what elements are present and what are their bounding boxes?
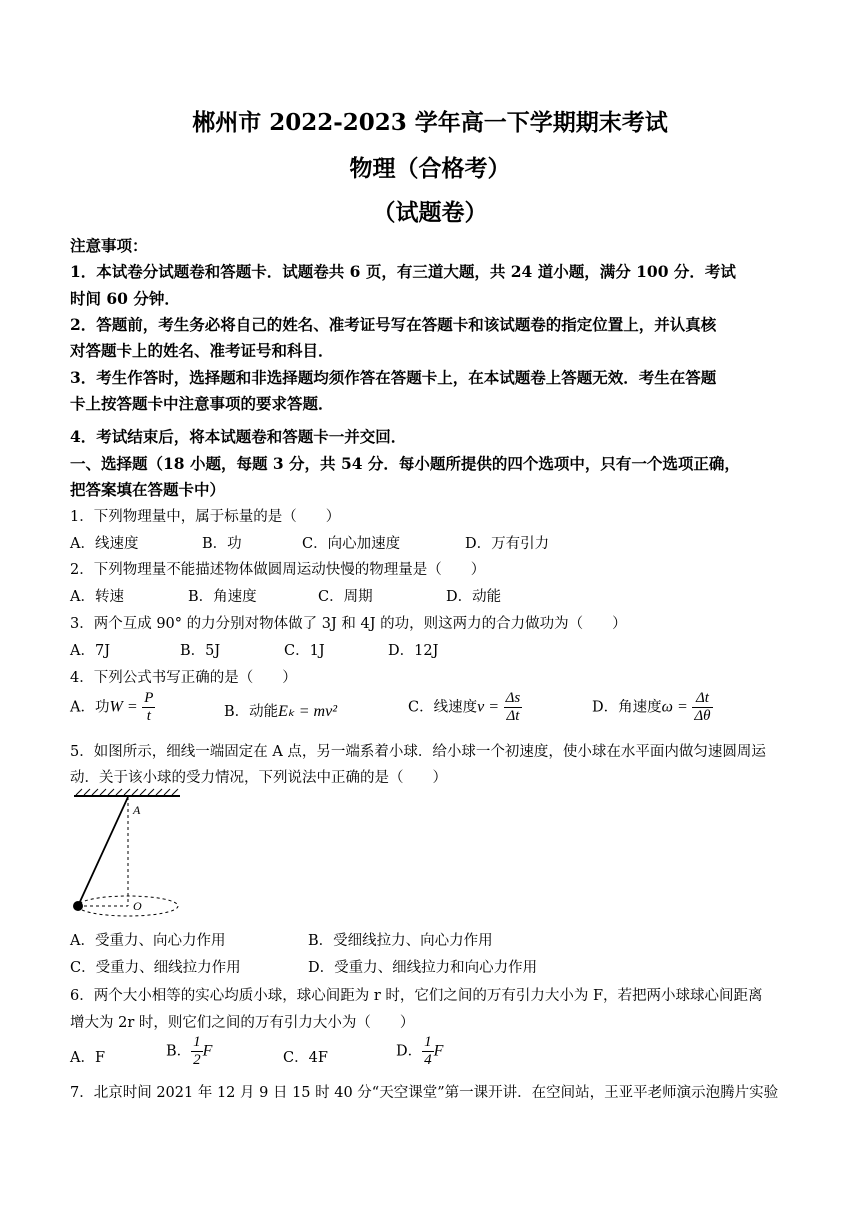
question-2-stem: 2．下列物理量不能描述物体做圆周运动快慢的物理量是（ ） [70, 562, 486, 578]
notice-heading: 注意事项： [70, 236, 148, 255]
q4-option-a-lhs: W = [109, 698, 138, 716]
fraction-denominator: Δθ [694, 708, 711, 724]
q6-option-b-var: F [202, 1042, 213, 1060]
q6-option-b [166, 1034, 212, 1069]
question-7-stem: 7．北京时间 2021 年 12 月 9 日 15 时 40 分“天空课堂”第一课开讲．在空间站，王亚平老师演示泡腾片实验 [70, 1085, 779, 1101]
q6-option-a: A．F [70, 1050, 106, 1066]
q3-option-b: B．5J [180, 643, 221, 659]
string-line [78, 797, 128, 906]
q6-option-b-label: B． [166, 1043, 192, 1060]
q1-option-c: C．向心加速度 [302, 536, 401, 552]
q1-option-a: A．线速度 [70, 536, 139, 552]
q4-option-a-label: A．功 [70, 699, 110, 716]
q5-option-d: D．受重力、细线拉力和向心力作用 [308, 960, 538, 976]
notice-item: 对答题卡上的姓名、准考证号和科目． [70, 341, 334, 360]
question-6-stem: 6．两个大小相等的实心均质小球，球心间距为 r 时，它们之间的万有引力大小为 F，若把两小球球心间距离 [70, 988, 763, 1004]
section-heading: 把答案填在答题卡中） [70, 480, 226, 499]
q4-option-a [70, 690, 155, 725]
fraction-numerator: 1 [424, 1034, 432, 1050]
q4-option-d-fraction [692, 690, 712, 725]
q4-option-d-lhs: ω = [661, 698, 688, 716]
q4-option-b-formula: Eₖ = mv² [278, 703, 337, 720]
q6-option-c: C．4F [283, 1050, 328, 1066]
q4-option-d-label: D．角速度 [592, 699, 662, 716]
q2-option-b: B．角速度 [188, 589, 257, 605]
q3-option-a: A．7J [70, 643, 111, 659]
notice-item: 2．答题前，考生务必将自己的姓名、准考证号写在答题卡和该试题卷的指定位置上，并认真核 [70, 315, 717, 334]
fraction-denominator: Δt [506, 708, 520, 724]
q2-option-c: C．周期 [318, 589, 373, 605]
notice-item: 4．考试结束后，将本试题卷和答题卡一并交回． [70, 427, 407, 446]
fraction-numerator: 1 [193, 1034, 201, 1050]
q5-option-c: C．受重力、细线拉力作用 [70, 960, 241, 976]
q6-option-d-fraction [422, 1034, 434, 1069]
q6-option-d [396, 1034, 443, 1069]
point-o-label: O [133, 899, 142, 913]
q5-option-a: A．受重力、向心力作用 [70, 933, 226, 949]
q2-option-a: A．转速 [70, 589, 124, 605]
notice-item: 卡上按答题卡中注意事项的要求答题． [70, 394, 334, 413]
q4-option-c [408, 690, 522, 725]
q3-option-c: C．1J [284, 643, 325, 659]
question-4-stem: 4．下列公式书写正确的是（ ） [70, 670, 297, 686]
paper-type: （试题卷） [372, 199, 488, 226]
notice-item: 1．本试卷分试题卷和答题卡．试题卷共 6 页，有三道大题，共 24 道小题，满分 100 分．考试 [70, 262, 736, 281]
question-5-stem: 5．如图所示，细线一端固定在 A 点，另一端系着小球．给小球一个初速度，使小球在水平面内做匀速圆周运 [70, 744, 766, 760]
question-3-stem: 3．两个互成 90° 的力分别对物体做了 3J 和 4J 的功，则这两力的合力做功为（ ） [70, 616, 627, 632]
q4-option-c-label: C．线速度 [408, 699, 478, 716]
question-1-stem: 1．下列物理量中，属于标量的是（ ） [70, 509, 341, 525]
q2-option-d: D．动能 [446, 589, 502, 605]
question-5-stem: 动．关于该小球的受力情况，下列说法中正确的是（ ） [70, 770, 447, 786]
q4-option-b [224, 700, 337, 721]
exam-subtitle: 物理（合格考） [349, 155, 511, 182]
q4-option-b-label: B．动能 [224, 704, 279, 720]
section-heading: 一、选择题（18 小题，每题 3 分，共 54 分．每小题所提供的四个选项中，只有一个选项正确， [70, 454, 740, 473]
q6-option-d-label: D． [396, 1043, 423, 1060]
fraction-numerator: Δs [505, 690, 521, 706]
point-a-label: A [133, 803, 141, 817]
q4-option-d [592, 690, 713, 725]
fraction-denominator: 4 [424, 1052, 432, 1068]
fraction-denominator: t [146, 708, 151, 724]
q3-option-d: D．12J [388, 643, 439, 659]
notice-item: 时间 60 分钟． [70, 289, 180, 308]
q5-option-b: B．受细线拉力、向心力作用 [308, 933, 493, 949]
ceiling [74, 789, 180, 796]
q6-option-d-var: F [433, 1042, 444, 1060]
exam-title: 郴州市 2022-2023 学年高一下学期期末考试 [192, 109, 668, 136]
q4-option-c-lhs: v = [477, 698, 500, 716]
q4-option-a-fraction [142, 690, 155, 725]
ball [73, 901, 83, 911]
fraction-numerator: P [144, 690, 154, 706]
fraction-denominator: 2 [193, 1052, 201, 1068]
question-6-stem: 增大为 2r 时，则它们之间的万有引力大小为（ ） [70, 1015, 415, 1031]
fraction-numerator: Δt [692, 690, 712, 708]
q6-option-b-fraction [191, 1034, 203, 1069]
q1-option-d: D．万有引力 [465, 536, 550, 552]
q1-option-b: B．功 [202, 536, 242, 552]
q4-option-c-fraction [504, 690, 523, 725]
pendulum-figure [70, 788, 190, 918]
notice-item: 3．考生作答时，选择题和非选择题均须作答在答题卡上，在本试题卷上答题无效．考生在答题 [70, 368, 717, 387]
